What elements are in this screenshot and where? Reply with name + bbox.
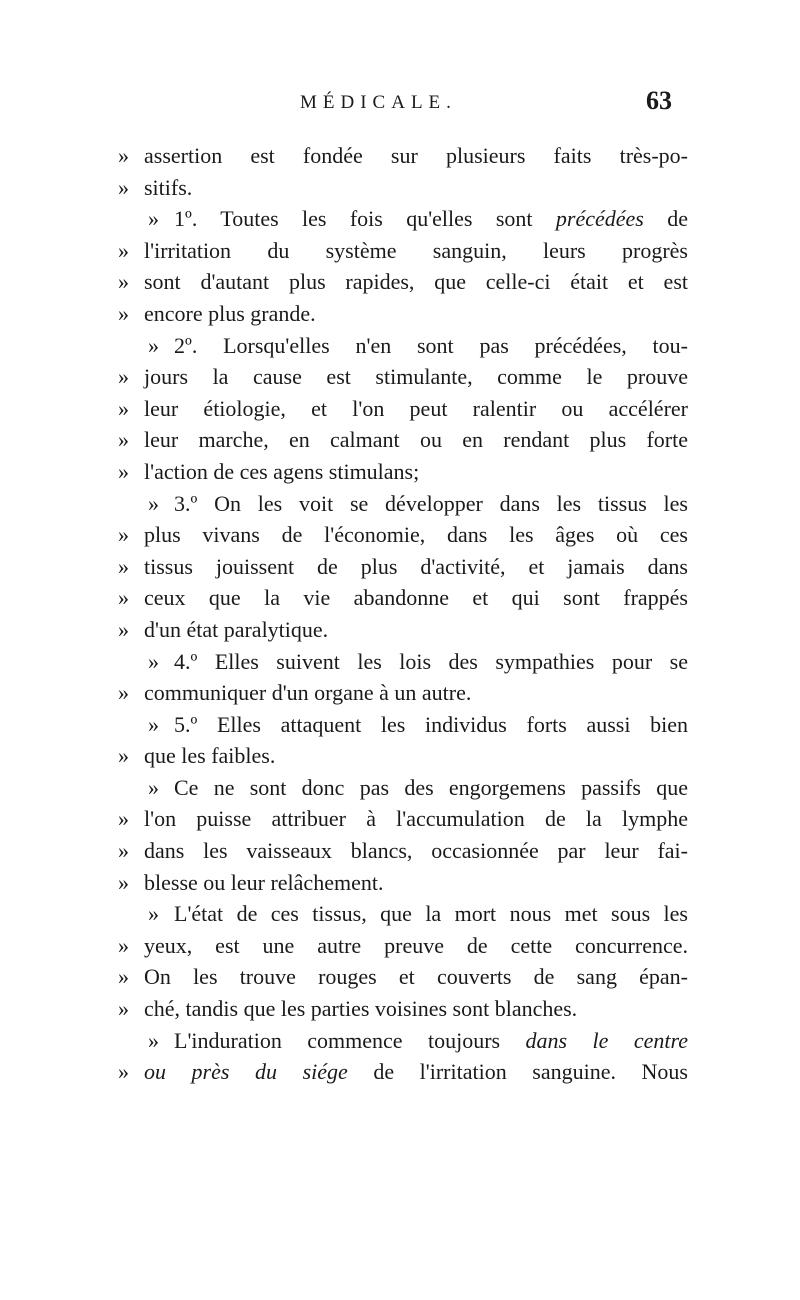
line-text bbox=[144, 930, 688, 962]
quote-mark: » bbox=[118, 869, 129, 895]
quote-mark: » bbox=[118, 996, 129, 1022]
line-text-italic: précédées bbox=[555, 206, 644, 232]
line-text bbox=[144, 835, 688, 867]
line-text-roman: d'un état paralytique. bbox=[144, 616, 329, 642]
line-text bbox=[174, 488, 688, 520]
text-line bbox=[118, 519, 688, 551]
line-text-roman: 5.º Elles attaquent les individus forts aussi bien bbox=[174, 711, 688, 737]
quote-mark: » bbox=[118, 553, 129, 579]
text-line bbox=[118, 203, 688, 235]
quote-mark: » bbox=[148, 490, 159, 516]
line-text-roman: l'on puisse attribuer à l'accumulation de la lymphe bbox=[144, 806, 688, 832]
quote-mark: » bbox=[118, 269, 129, 295]
line-text-roman: L'induration commence toujours bbox=[174, 1027, 526, 1053]
line-text-roman: On les trouve rouges et couverts de sang épan- bbox=[144, 964, 688, 990]
line-text-roman: tissus jouissent de plus d'activité, et jamais dans bbox=[144, 553, 688, 579]
text-line bbox=[118, 1056, 688, 1088]
line-text bbox=[174, 709, 688, 741]
line-text bbox=[144, 1056, 688, 1088]
line-text-roman: L'état de ces tissus, que la mort nous met sous les bbox=[174, 901, 688, 927]
quote-mark: » bbox=[118, 395, 129, 421]
text-line bbox=[118, 140, 688, 172]
line-text bbox=[144, 961, 688, 993]
text-line bbox=[118, 1025, 688, 1057]
quote-mark: » bbox=[118, 300, 129, 326]
text-line bbox=[118, 677, 688, 709]
text-line bbox=[118, 740, 688, 772]
line-text-roman: 3.º On les voit se développer dans les tissus les bbox=[174, 490, 688, 516]
line-text-roman: yeux, est une autre preuve de cette concurrence. bbox=[144, 932, 688, 958]
quote-mark: » bbox=[118, 1059, 129, 1085]
line-text-roman: l'irritation du système sanguin, leurs progrès bbox=[144, 237, 688, 263]
quote-mark: » bbox=[148, 1027, 159, 1053]
line-text bbox=[174, 203, 688, 235]
line-text bbox=[144, 551, 688, 583]
line-text-roman: 1º. Toutes les fois qu'elles sont bbox=[174, 206, 556, 232]
line-text-roman: 2º. Lorsqu'elles n'en sont pas précédées, tou- bbox=[174, 332, 688, 358]
line-text-roman: ché, tandis que les parties voisines sont blanches. bbox=[144, 996, 578, 1022]
line-text bbox=[144, 393, 688, 425]
text-line bbox=[118, 993, 688, 1025]
quote-mark: » bbox=[118, 680, 129, 706]
text-line bbox=[118, 424, 688, 456]
quote-mark: » bbox=[118, 616, 129, 642]
quote-mark: » bbox=[118, 743, 129, 769]
text-line bbox=[118, 456, 688, 488]
line-text bbox=[144, 361, 688, 393]
line-text-roman: leur étiologie, et l'on peut ralentir ou accélérer bbox=[144, 395, 688, 421]
quote-mark: » bbox=[118, 585, 129, 611]
quote-mark: » bbox=[118, 237, 129, 263]
line-text bbox=[144, 993, 688, 1025]
line-text-roman: communiquer d'un organe à un autre. bbox=[144, 680, 472, 706]
text-line bbox=[118, 930, 688, 962]
line-text bbox=[174, 898, 688, 930]
quote-mark: » bbox=[118, 174, 129, 200]
line-text-italic: dans le centre bbox=[525, 1027, 688, 1053]
text-line bbox=[118, 646, 688, 678]
quote-mark: » bbox=[148, 332, 159, 358]
running-title: MÉDICALE. bbox=[300, 92, 457, 113]
quote-mark: » bbox=[148, 901, 159, 927]
line-text bbox=[144, 803, 688, 835]
quote-mark: » bbox=[148, 206, 159, 232]
page-number: 63 bbox=[646, 86, 672, 115]
line-text-roman: sitifs. bbox=[144, 174, 193, 200]
line-text bbox=[174, 646, 688, 678]
line-text bbox=[144, 140, 688, 172]
text-line bbox=[118, 393, 688, 425]
line-text bbox=[144, 298, 688, 330]
line-text-roman: assertion est fondée sur plusieurs faits très-po- bbox=[144, 143, 688, 168]
text-line bbox=[118, 867, 688, 899]
line-text bbox=[144, 614, 688, 646]
text-line bbox=[118, 835, 688, 867]
line-text-roman: l'action de ces agens stimulans; bbox=[144, 458, 420, 484]
text-line bbox=[118, 361, 688, 393]
line-text bbox=[144, 740, 688, 772]
line-text-roman: Ce ne sont donc pas des engorgemens passifs que bbox=[174, 774, 688, 800]
line-text-roman-tail: de l'irritation sanguine. Nous bbox=[347, 1059, 688, 1085]
line-text-roman: 4.º Elles suivent les lois des sympathies pour se bbox=[174, 648, 688, 674]
body-text bbox=[118, 140, 688, 1088]
quote-mark: » bbox=[118, 932, 129, 958]
text-line bbox=[118, 898, 688, 930]
line-text-italic: ou près du siége bbox=[144, 1059, 348, 1085]
text-line bbox=[118, 614, 688, 646]
quote-mark: » bbox=[148, 711, 159, 737]
line-text-roman: blesse ou leur relâchement. bbox=[144, 869, 384, 895]
text-line bbox=[118, 266, 688, 298]
text-line bbox=[118, 235, 688, 267]
quote-mark: » bbox=[118, 364, 129, 390]
quote-mark: » bbox=[118, 964, 129, 990]
line-text-roman: plus vivans de l'économie, dans les âges où ces bbox=[144, 522, 688, 548]
line-text bbox=[144, 677, 688, 709]
quote-mark: » bbox=[118, 522, 129, 548]
line-text bbox=[144, 582, 688, 614]
line-text-roman: encore plus grande. bbox=[144, 300, 316, 326]
line-text bbox=[144, 456, 688, 488]
line-text-roman: jours la cause est stimulante, comme le prouve bbox=[144, 364, 688, 390]
line-text-roman: dans les vaisseaux blancs, occasionnée par leur fai- bbox=[144, 838, 688, 864]
line-text-roman: leur marche, en calmant ou en rendant plus forte bbox=[144, 427, 688, 453]
text-line bbox=[118, 709, 688, 741]
text-line bbox=[118, 172, 688, 204]
quote-mark: » bbox=[118, 838, 129, 864]
line-text bbox=[174, 330, 688, 362]
line-text bbox=[144, 424, 688, 456]
line-text-roman: sont d'autant plus rapides, que celle-ci était et est bbox=[144, 269, 688, 295]
line-text bbox=[174, 772, 688, 804]
line-text-roman: que les faibles. bbox=[144, 743, 276, 769]
quote-mark: » bbox=[148, 774, 159, 800]
quote-mark: » bbox=[118, 427, 129, 453]
quote-mark: » bbox=[118, 143, 129, 168]
text-line bbox=[118, 772, 688, 804]
line-text bbox=[144, 172, 688, 204]
text-line bbox=[118, 330, 688, 362]
text-line bbox=[118, 551, 688, 583]
text-line bbox=[118, 298, 688, 330]
text-line bbox=[118, 488, 688, 520]
line-text bbox=[174, 1025, 688, 1057]
line-text bbox=[144, 519, 688, 551]
line-text bbox=[144, 266, 688, 298]
line-text bbox=[144, 867, 688, 899]
text-line bbox=[118, 803, 688, 835]
quote-mark: » bbox=[148, 648, 159, 674]
quote-mark: » bbox=[118, 458, 129, 484]
text-line bbox=[118, 961, 688, 993]
line-text bbox=[144, 235, 688, 267]
line-text-roman-tail: de bbox=[643, 206, 688, 232]
quote-mark: » bbox=[118, 806, 129, 832]
text-line bbox=[118, 582, 688, 614]
line-text-roman: ceux que la vie abandonne et qui sont frappés bbox=[144, 585, 688, 611]
